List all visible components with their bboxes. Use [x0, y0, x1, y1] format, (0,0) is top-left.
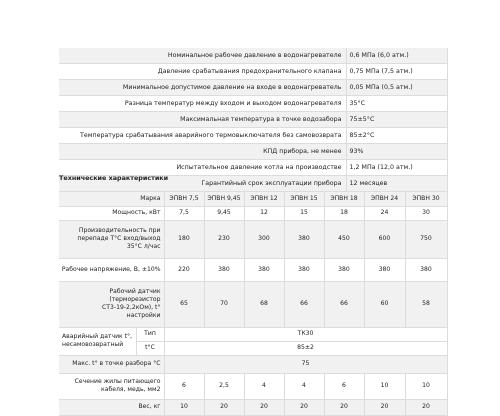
spec-row-max-temp — [59, 355, 447, 373]
spec-voltage-cell: 380 — [364, 258, 405, 281]
spec-label-line: кабеля, медь, мм2 — [101, 386, 161, 393]
spec-label-line: настройки — [126, 312, 161, 319]
parameter-value: 0,05 МПа (0,5 атм.) — [346, 80, 447, 96]
spec-table-body — [59, 192, 447, 415]
parameter-value: 1,2 МПа (12,0 атм.) — [346, 160, 447, 176]
spec-productivity-cell: 750 — [405, 220, 447, 258]
parameter-label: Гарантийный срок эксплуатации прибора — [59, 176, 346, 192]
spec-sensor-cell: 70 — [204, 281, 244, 327]
spec-voltage-cell: 380 — [284, 258, 324, 281]
parameter-value: 85±2°С — [346, 128, 447, 144]
spec-weight-cell: 10 — [164, 399, 204, 415]
spec-row-weight — [59, 399, 447, 415]
spec-voltage-cell: 380 — [405, 258, 447, 281]
parameters-table-body — [59, 48, 447, 192]
spec-sublabel-temp: t°С — [136, 341, 164, 355]
spec-power-cell: 9,45 — [204, 206, 244, 220]
spec-weight-cell: 20 — [405, 399, 447, 415]
spec-sensor-cell: 60 — [364, 281, 405, 327]
spec-model: ЭПВН 30 — [405, 192, 447, 206]
spec-emergency-type-value: ТК30 — [164, 327, 447, 341]
spec-model: ЭПВН 18 — [324, 192, 364, 206]
spec-row-voltage — [59, 258, 447, 281]
parameter-label: Давление срабатывания предохранительного клапана — [59, 64, 346, 80]
parameter-value: 75±5°С — [346, 112, 447, 128]
parameter-value: 0,6 МПа (6,0 атм.) — [346, 48, 447, 64]
parameter-value: 0,75 МПа (7,5 атм.) — [346, 64, 447, 80]
spec-sensor-cell: 66 — [284, 281, 324, 327]
spec-emergency-temp-value: 85±2 — [164, 341, 447, 355]
spec-sensor-cell: 66 — [324, 281, 364, 327]
spec-productivity-cell: 380 — [284, 220, 324, 258]
spec-label-sensor — [59, 281, 164, 327]
parameter-value: 12 месяцев — [346, 176, 447, 192]
spec-productivity-cell: 230 — [204, 220, 244, 258]
spec-power-cell: 30 — [405, 206, 447, 220]
spec-model: ЭПВН 15 — [284, 192, 324, 206]
spec-label-model: Марка — [59, 192, 164, 206]
parameter-row — [59, 64, 447, 80]
spec-power-cell: 18 — [324, 206, 364, 220]
spec-weight-cell: 20 — [324, 399, 364, 415]
parameter-row — [59, 96, 447, 112]
spec-label-weight: Вес, кг — [59, 399, 164, 415]
spec-productivity-cell: 450 — [324, 220, 364, 258]
spec-productivity-cell: 180 — [164, 220, 204, 258]
spec-label-line: перепаде Т°С вход/выход — [77, 235, 161, 242]
spec-voltage-cell: 380 — [324, 258, 364, 281]
spec-power-cell: 24 — [364, 206, 405, 220]
spec-label-line: (терморезистор — [109, 296, 161, 303]
spec-weight-cell: 20 — [204, 399, 244, 415]
spec-model: ЭПВН 9,45 — [204, 192, 244, 206]
spec-label-line: Рабочий датчик — [109, 288, 161, 295]
spec-voltage-cell: 380 — [244, 258, 284, 281]
spec-sublabel-type: Тип — [136, 327, 164, 341]
spec-label-productivity — [59, 220, 164, 258]
parameters-table — [59, 48, 448, 192]
parameter-row — [59, 128, 447, 144]
spec-cable-cell: 6 — [324, 373, 364, 399]
spec-row-power — [59, 206, 447, 220]
parameter-value: 93% — [346, 144, 447, 160]
spec-sensor-cell: 65 — [164, 281, 204, 327]
spec-power-cell: 12 — [244, 206, 284, 220]
spec-label-power: Мощность, кВт — [59, 206, 164, 220]
parameter-value: 35°С — [346, 96, 447, 112]
parameter-label: КПД прибора, не менее — [59, 144, 346, 160]
spec-label-max-temp: Макс. t° в точке разбора °С — [59, 355, 164, 373]
spec-row-model — [59, 192, 447, 206]
spec-sensor-cell: 68 — [244, 281, 284, 327]
spec-voltage-cell: 220 — [164, 258, 204, 281]
parameter-label: Разница температур между входом и выходом водонагревателя — [59, 96, 346, 112]
parameter-label: Максимальная температура в точке водозабора — [59, 112, 346, 128]
spec-productivity-cell: 300 — [244, 220, 284, 258]
spec-model: ЭПВН 24 — [364, 192, 405, 206]
spec-max-temp-value: 75 — [164, 355, 447, 373]
spec-table — [59, 192, 448, 416]
spec-label-line: несамовозвратный — [62, 341, 124, 348]
spec-label-line: 35°С л/час — [126, 243, 161, 250]
parameter-row — [59, 144, 447, 160]
spec-label-cable — [59, 373, 164, 399]
spec-cable-cell: 10 — [364, 373, 405, 399]
spec-row-emergency-type — [59, 327, 447, 341]
spec-voltage-cell: 380 — [204, 258, 244, 281]
spec-weight-cell: 20 — [284, 399, 324, 415]
spec-sensor-cell: 58 — [405, 281, 447, 327]
spec-cable-cell: 4 — [284, 373, 324, 399]
parameter-label: Испытательное давление котла на производстве — [59, 160, 346, 176]
spec-cable-cell: 2,5 — [204, 373, 244, 399]
spec-power-cell: 7,5 — [164, 206, 204, 220]
spec-model: ЭПВН 12 — [244, 192, 284, 206]
parameter-row — [59, 112, 447, 128]
spec-cable-cell: 4 — [244, 373, 284, 399]
spec-model: ЭПВН 7,5 — [164, 192, 204, 206]
parameter-row — [59, 80, 447, 96]
spec-row-productivity — [59, 220, 447, 258]
spec-label-voltage: Рабочее напряжение, В, ±10% — [59, 258, 164, 281]
spec-label-line: Аварийный датчик t°, — [62, 333, 133, 340]
spec-power-cell: 15 — [284, 206, 324, 220]
parameter-label: Минимальное допустимое давление на входе в водонагреватель — [59, 80, 346, 96]
parameter-label: Температура срабатывания аварийного термовыключателя без самовозврата — [59, 128, 346, 144]
parameter-row — [59, 48, 447, 64]
spec-heading: Технические характеристики — [59, 174, 169, 182]
spec-weight-cell: 20 — [244, 399, 284, 415]
spec-label-line: Производительность при — [78, 227, 161, 234]
spec-cable-cell: 10 — [405, 373, 447, 399]
spec-weight-cell: 20 — [364, 399, 405, 415]
spec-cable-cell: 6 — [164, 373, 204, 399]
spec-row-sensor — [59, 281, 447, 327]
spec-productivity-cell: 600 — [364, 220, 405, 258]
spec-label-emergency — [59, 327, 136, 355]
parameter-label: Номинальное рабочее давление в водонагревателе — [59, 48, 346, 64]
spec-label-line: СТ3-19-2,2кОм), t° — [102, 304, 161, 311]
spec-label-line: Сечение жилы питающего — [74, 378, 161, 385]
spec-row-cable — [59, 373, 447, 399]
